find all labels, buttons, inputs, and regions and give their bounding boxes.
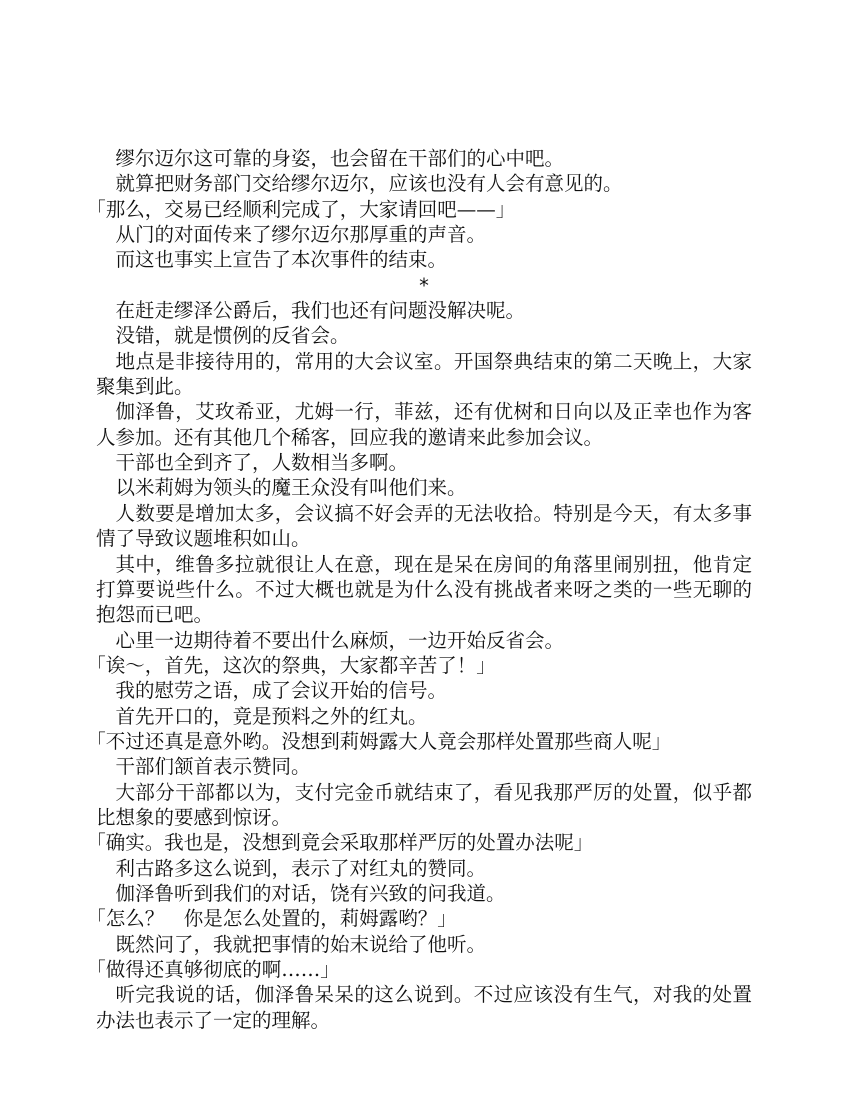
paragraph: 利古路多这么说到，表示了对红丸的赞同。 — [115, 856, 487, 880]
dialogue-paragraph: 「那么，交易已经顺利完成了，大家请回吧——」 — [86, 197, 516, 221]
paragraph: 地点是非接待用的，常用的大会议室。开国祭典结束的第二天晚上，大家聚集到此。 — [96, 349, 752, 399]
paragraph: 伽泽鲁，艾玫希亚，尤姆一行，菲兹，还有优树和日向以及正幸也作为客人参加。还有其他几个稀客，回应我的邀请来此参加会议。 — [96, 400, 752, 449]
dialogue-paragraph: 「诶～，首先，这次的祭典，大家都辛苦了！」 — [86, 653, 496, 677]
paragraph: 就算把财务部门交给缪尔迈尔，应该也没有人会有意见的。 — [115, 172, 623, 196]
paragraph: 干部也全到齐了，人数相当多啊。 — [115, 451, 409, 475]
dialogue-paragraph: 「不过还真是意外哟。没想到莉姆露大人竟会那样处置那些商人呢」 — [86, 729, 672, 753]
body-text — [86, 146, 752, 1033]
paragraph: 首先开口的，竟是预料之外的红丸。 — [115, 704, 428, 728]
paragraph: 既然问了，我就把事情的始末说给了他听。 — [115, 932, 487, 956]
dialogue-paragraph: 「怎么？ 你是怎么处置的，莉姆露哟？」 — [86, 907, 457, 931]
paragraph: 人数要是增加太多，会议搞不好会弄的无法收拾。特别是今天，有太多事情了导致议题堆积如山。 — [96, 501, 752, 551]
paragraph: 心里一边期待着不要出什么麻烦，一边开始反省会。 — [115, 628, 565, 652]
paragraph: 以米莉姆为领头的魔王众没有叫他们来。 — [115, 476, 467, 500]
paragraph: 听完我说的话，伽泽鲁呆呆的这么说到。不过应该没有生气，对我的处置办法也表示了一定的理解。 — [96, 983, 752, 1032]
dialogue-paragraph: 「做得还真够彻底的啊……」 — [86, 958, 340, 981]
paragraph: 没错，就是惯例的反省会。 — [115, 324, 350, 348]
dialogue-paragraph: 「确实。我也是，没想到竟会采取那样严厉的处置办法呢」 — [86, 831, 594, 855]
paragraph: 其中，维鲁多拉就很让人在意，现在是呆在房间的角落里闹别扭，他肯定打算要说些什么。不过大概也就是为什么没有挑战者来呀之类的一些无聊的抱怨而已吧。 — [96, 552, 752, 627]
paragraph: 从门的对面传来了缪尔迈尔那厚重的声音。 — [115, 223, 487, 247]
scene-separator: * — [419, 273, 429, 297]
paragraph: 干部们颔首表示赞同。 — [115, 755, 311, 779]
paragraph: 我的慰劳之语，成了会议开始的信号。 — [115, 679, 448, 703]
paragraph: 而这也事实上宣告了本次事件的结束。 — [115, 248, 448, 272]
paragraph: 大部分干部都以为，支付完金币就结束了，看见我那严厉的处置，似乎都比想象的要感到惊讶。 — [96, 780, 752, 829]
paragraph: 缪尔迈尔这可靠的身姿，也会留在干部们的心中吧。 — [115, 147, 565, 170]
paragraph: 在赶走缪泽公爵后，我们也还有问题没解决呢。 — [115, 299, 526, 323]
paragraph: 伽泽鲁听到我们的对话，饶有兴致的问我道。 — [115, 881, 506, 905]
